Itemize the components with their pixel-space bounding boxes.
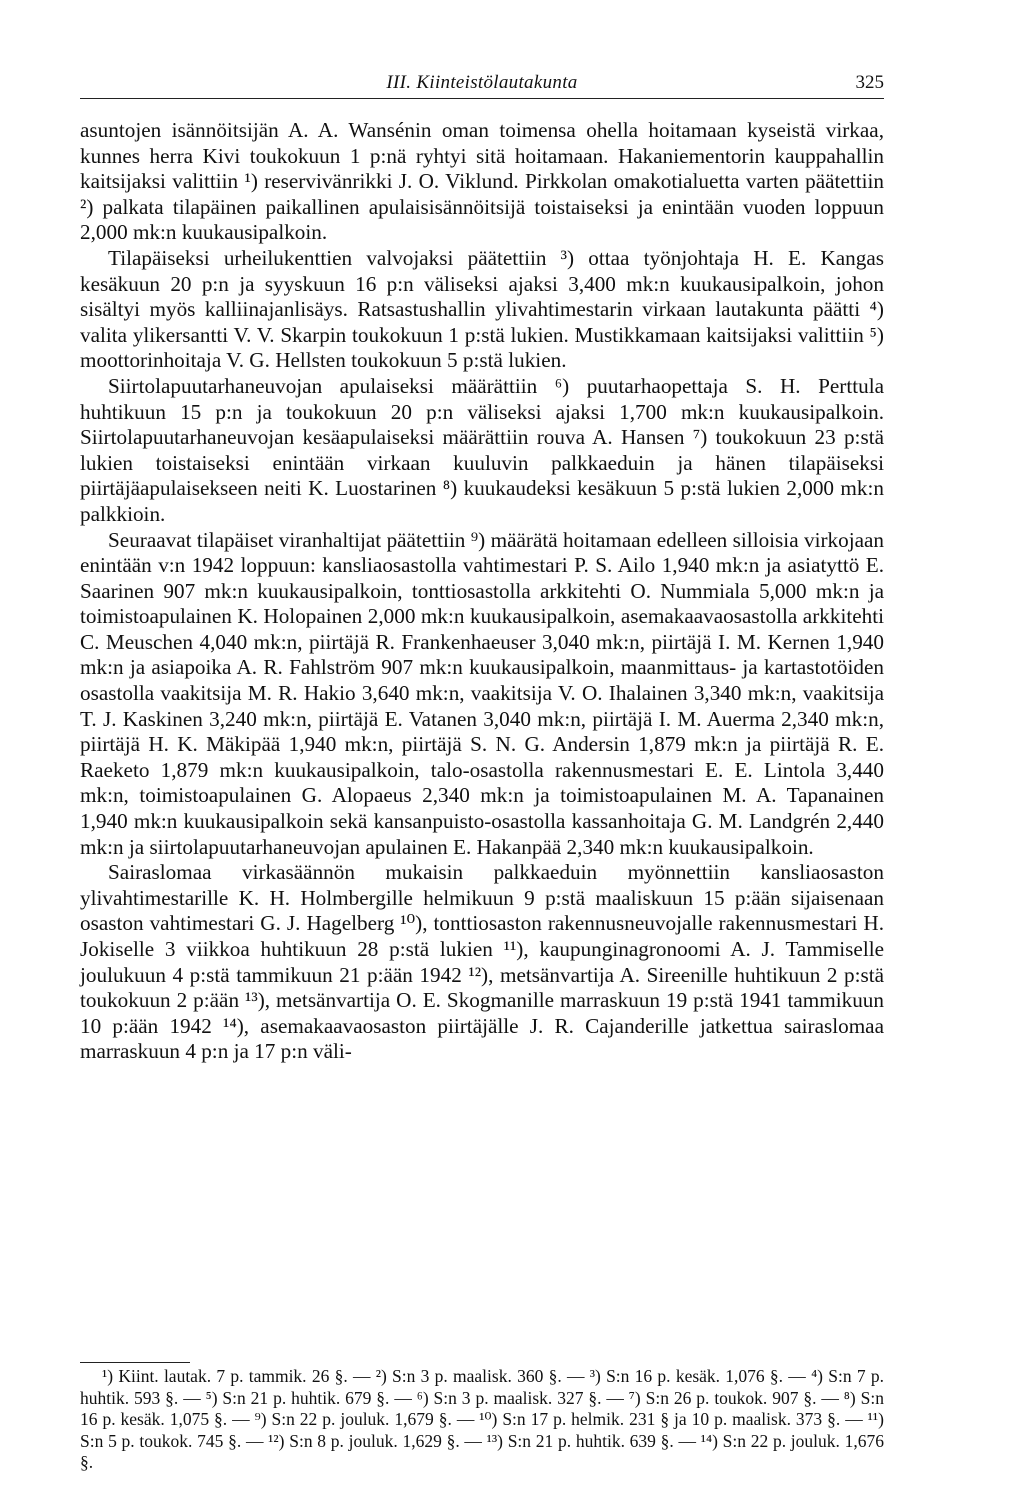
footnote-divider (80, 1362, 190, 1363)
document-page (80, 0, 884, 1489)
footnote-text: ¹) Kiint. lautak. 7 p. tammik. 26 §. — ²) S:n 3 p. maalisk. 360 §. — ³) S:n 16 p. kesäk. 1,076 §. — ⁴) S:n 7 p. huhtik. 593 §. — ⁵) S:n 21 p. huhtik. 679 §. — ⁶) S:n 3 p. maalisk. 327 §. — ⁷) S:n 26 p. toukok. 907 §. — ⁸) S:n 16 p. kesäk. 1,075 §. — ⁹) S:n 22 p. jouluk. 1,679 §. — ¹⁰) S:n 17 p. helmik. 231 § ja 10 p. maalisk. 373 §. — ¹¹) S:n 5 p. toukok. 745 §. — ¹²) S:n 8 p. jouluk. 1,629 §. — ¹³) S:n 21 p. huhtik. 639 §. — ¹⁴) S:n 22 p. jouluk. 1,676 §. (80, 1366, 884, 1472)
page-number: 325 (855, 72, 884, 93)
paragraph: Sairaslomaa virkasäännön mukaisin palkkaeduin myönnettiin kansliaosaston ylivahtimestarille K. H. Holmbergille helmikuun 9 p:stä maaliskuun 15 p:ään sijaisenaan osaston vahtimestari G. J. Hagelberg ¹⁰), tonttiosaston rakennusneuvojalle rakennusmestari H. Jokiselle 3 viikkoa huhtikuun 28 p:stä lukien ¹¹), kaupunginagronoomi A. J. Tammiselle joulukuun 4 p:stä tammikuun 21 p:ään 1942 ¹²), metsänvartija A. Sireenille huhtikuun 2 p:stä toukokuun 2 p:ään ¹³), metsänvartija O. E. Skogmanille marraskuun 19 p:stä 1941 tammikuun 10 p:ään 1942 ¹⁴), asemakaavaosaston piirtäjälle J. R. Cajanderille jatkettua sairaslomaa marraskuun 4 p:n ja 17 p:n väli- (80, 860, 884, 1064)
page-header (80, 72, 884, 99)
paragraph: Seuraavat tilapäiset viranhaltijat päätettiin ⁹) määrätä hoitamaan edelleen silloisia virkojaan enintään v:n 1942 loppuun: kansliaosastolla vahtimestari P. S. Ailo 1,940 mk:n ja asiatyttö E. Saarinen 907 mk:n kuukausipalkoin, tonttiosastolla arkkitehti O. Nummiala 5,000 mk:n ja toimistoapulainen K. Holopainen 2,000 mk:n kuukausipalkoin, asemakaavaosastolla arkkitehti C. Meuschen 4,040 mk:n, piirtäjä R. Frankenhaeuser 3,040 mk:n, piirtäjä I. M. Kernen 1,940 mk:n ja asiapoika A. R. Fahlström 907 mk:n kuukausipalkoin, maanmittaus- ja kartastotöiden osastolla vaakitsija M. R. Hakio 3,640 mk:n, vaakitsija V. O. Ihalainen 3,340 mk:n, vaakitsija T. J. Kaskinen 3,240 mk:n, piirtäjä E. Vatanen 3,040 mk:n, piirtäjä I. M. Auerma 2,340 mk:n, piirtäjä H. K. Mäkipää 1,940 mk:n, piirtäjä S. N. G. Andersin 1,879 mk:n ja piirtäjä R. E. Raeketo 1,879 mk:n kuukausipalkoin, talo-osastolla rakennusmestari E. E. Lintola 3,440 mk:n, toimistoapulainen G. Alopaeus 2,340 mk:n ja toimistoapulainen M. A. Tapanainen 1,940 mk:n kuukausipalkoin sekä kansanpuisto-osastolla kassanhoitaja G. M. Landgrén 2,440 mk:n ja siirtolapuutarhaneuvojan apulainen E. Hakanpää 2,340 mk:n kuukausipalkoin. (80, 527, 884, 859)
paragraph: Siirtolapuutarhaneuvojan apulaiseksi määrättiin ⁶) puutarhaopettaja S. H. Perttula huhtikuun 15 p:n ja toukokuun 20 p:n väliseksi ajaksi 1,700 mk:n kuukausipalkoin. Siirtolapuutarhaneuvojan kesäapulaiseksi määrättiin rouva A. Hansen ⁷) toukokuun 23 p:stä lukien toistaiseksi enintään virkaan kuuluvin palkkaeduin ja hänen tilapäiseksi piirtäjäapulaisekseen neiti K. Luostarinen ⁸) kuukaudeksi kesäkuun 5 p:stä lukien 2,000 mk:n palkkioin. (80, 373, 884, 526)
paragraph: asuntojen isännöitsijän A. A. Wansénin oman toimensa ohella hoitamaan kyseistä virkaa, kunnes herra Kivi toukokuun 1 p:nä ryhtyi sitä hoitamaan. Hakaniementorin kauppahallin kaitsijaksi valittiin ¹) reservivänrikki J. O. Viklund. Pirkkolan omakotialuetta varten päätettiin ²) palkata tilapäinen paikallinen apulaisisännöitsijä toistaiseksi ja enintään vuoden loppuun 2,000 mk:n kuukausipalkoin. (80, 118, 884, 245)
body-text (80, 118, 884, 1065)
footnotes (80, 1366, 884, 1474)
running-title: III. Kiinteistölautakunta (386, 72, 578, 93)
paragraph: Tilapäiseksi urheilukenttien valvojaksi päätettiin ³) ottaa työnjohtaja H. E. Kangas kesäkuun 20 p:n ja syyskuun 16 p:n väliseksi ajaksi 3,400 mk:n kuukausipalkoin, johon sisältyi myös kalliinajanlisäys. Ratsastushallin ylivahtimestarin virkaan lautakunta päätti ⁴) valita ylikersantti V. V. Skarpin toukokuun 1 p:stä lukien. Mustikkamaan kaitsijaksi valittiin ⁵) moottorinhoitaja V. G. Hellsten toukokuun 5 p:stä lukien. (80, 245, 884, 373)
